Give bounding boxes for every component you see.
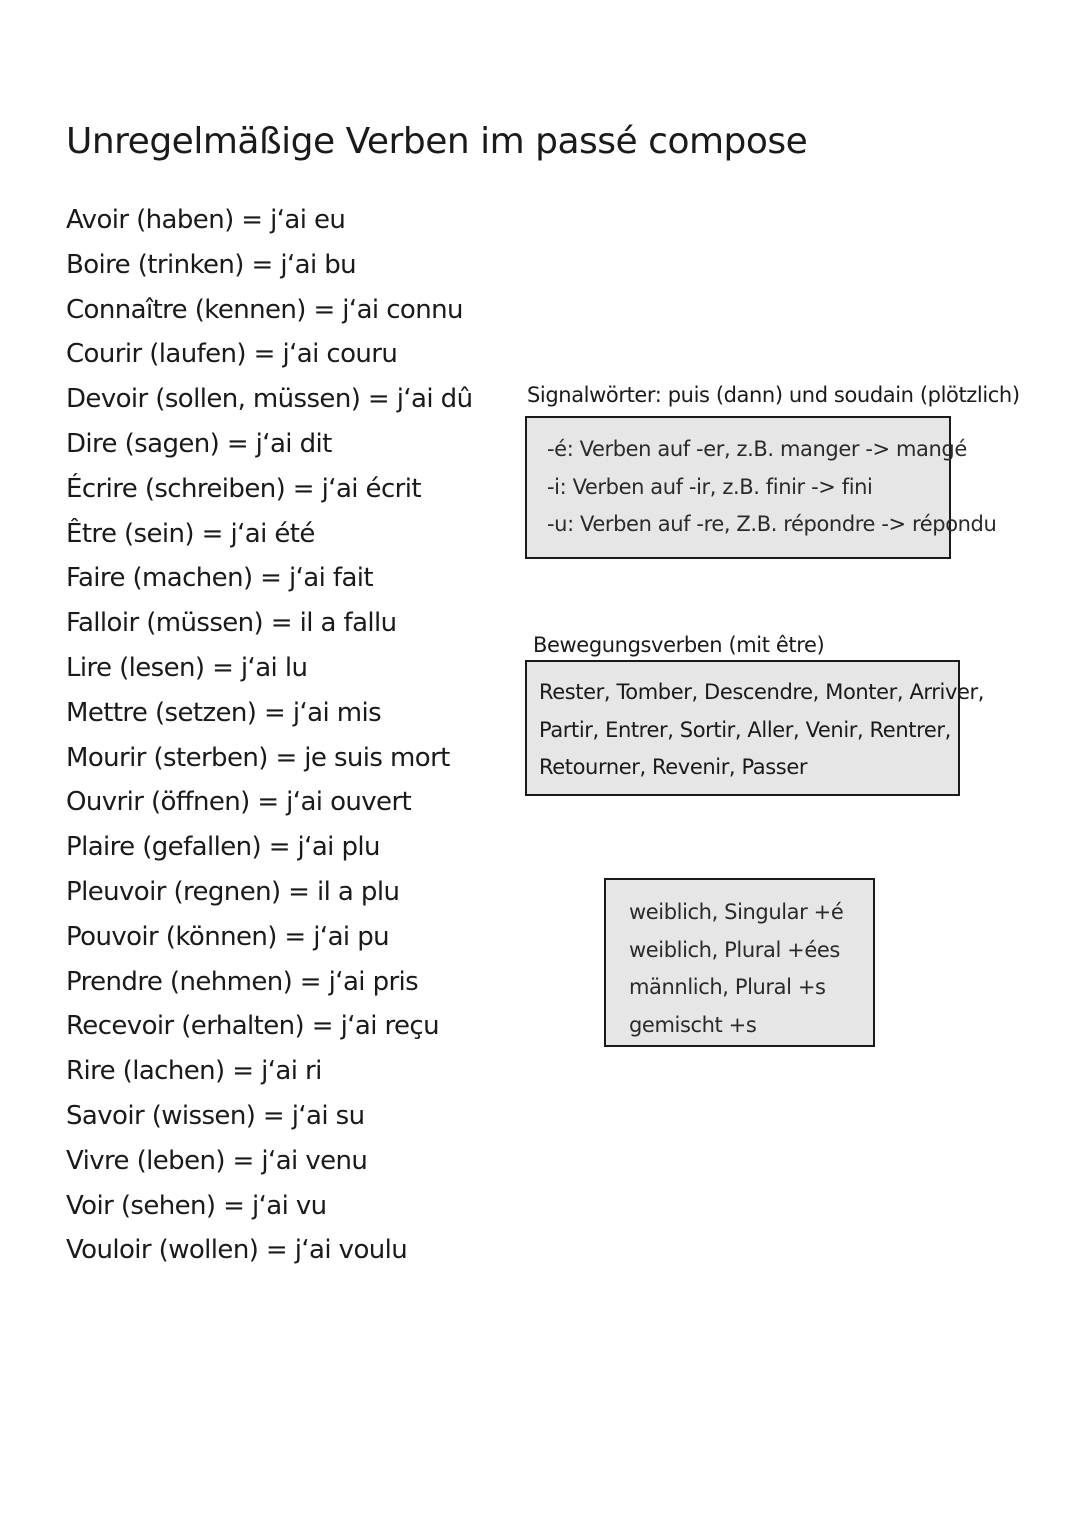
motion-verbs-box [525,660,984,796]
ending-rule: -é: Verben auf -er, z.B. manger -> mangé [547,437,967,461]
verb-entry: Mettre (setzen) = j‘ai mis [66,697,382,728]
signal-words-label: Signalwörter: puis (dann) und soudain (plötzlich) [527,383,1020,407]
agreement-rule: männlich, Plural +s [629,975,826,999]
verb-entry: Voir (sehen) = j‘ai vu [66,1190,327,1221]
verb-entry: Pleuvoir (regnen) = il a plu [66,876,400,907]
page-title: Unregelmäßige Verben im passé compose [66,121,808,162]
agreement-rule: weiblich, Plural +ées [629,937,840,962]
verb-entry: Boire (trinken) = j‘ai bu [66,249,357,280]
verb-entry: Vivre (leben) = j‘ai venu [66,1145,368,1176]
verb-entry: Vouloir (wollen) = j‘ai voulu [66,1235,408,1266]
verb-entry: Rire (lachen) = j‘ai ri [66,1056,322,1087]
motion-verbs-label: Bewegungsverben (mit être) [533,633,825,657]
verb-entry: Courir (laufen) = j‘ai couru [66,339,398,370]
verb-entry: Mourir (sterben) = je suis mort [66,742,450,773]
verb-entry: Savoir (wissen) = j‘ai su [66,1100,365,1131]
verb-entry: Devoir (sollen, müssen) = j‘ai dû [66,384,473,415]
verb-entry: Prendre (nehmen) = j‘ai pris [66,966,419,997]
verb-entry: Avoir (haben) = j‘ai eu [66,205,346,235]
agreement-rules-box [604,878,875,1047]
verb-entry: Ouvrir (öffnen) = j‘ai ouvert [66,787,412,818]
verb-entry: Écrire (schreiben) = j‘ai écrit [66,473,421,504]
motion-verbs-line: Retourner, Revenir, Passer [539,755,808,779]
verb-entry: Pouvoir (können) = j‘ai pu [66,921,389,952]
ending-rule: -i: Verben auf -ir, z.B. finir -> fini [547,474,873,499]
verb-entry: Recevoir (erhalten) = j‘ai reçu [66,1011,439,1042]
motion-verbs-line: Partir, Entrer, Sortir, Aller, Venir, Rentrer, [539,717,951,742]
verb-entry: Dire (sagen) = j‘ai dit [66,428,332,459]
verb-entry: Être (sein) = j‘ai été [66,518,315,549]
verb-entry: Faire (machen) = j‘ai fait [66,563,374,594]
agreement-rule: weiblich, Singular +é [629,900,844,924]
motion-verbs-line: Rester, Tomber, Descendre, Monter, Arriver, [539,680,984,704]
verb-entry: Connaître (kennen) = j‘ai connu [66,294,463,325]
signal-words-box [525,416,997,559]
ending-rule: -u: Verben auf -re, Z.B. répondre -> répondu [547,512,997,536]
verb-list [66,198,472,1273]
verb-entry: Lire (lesen) = j‘ai lu [66,652,308,683]
agreement-rule: gemischt +s [629,1012,757,1037]
verb-entry: Plaire (gefallen) = j‘ai plu [66,832,380,863]
verb-entry: Falloir (müssen) = il a fallu [66,608,397,639]
